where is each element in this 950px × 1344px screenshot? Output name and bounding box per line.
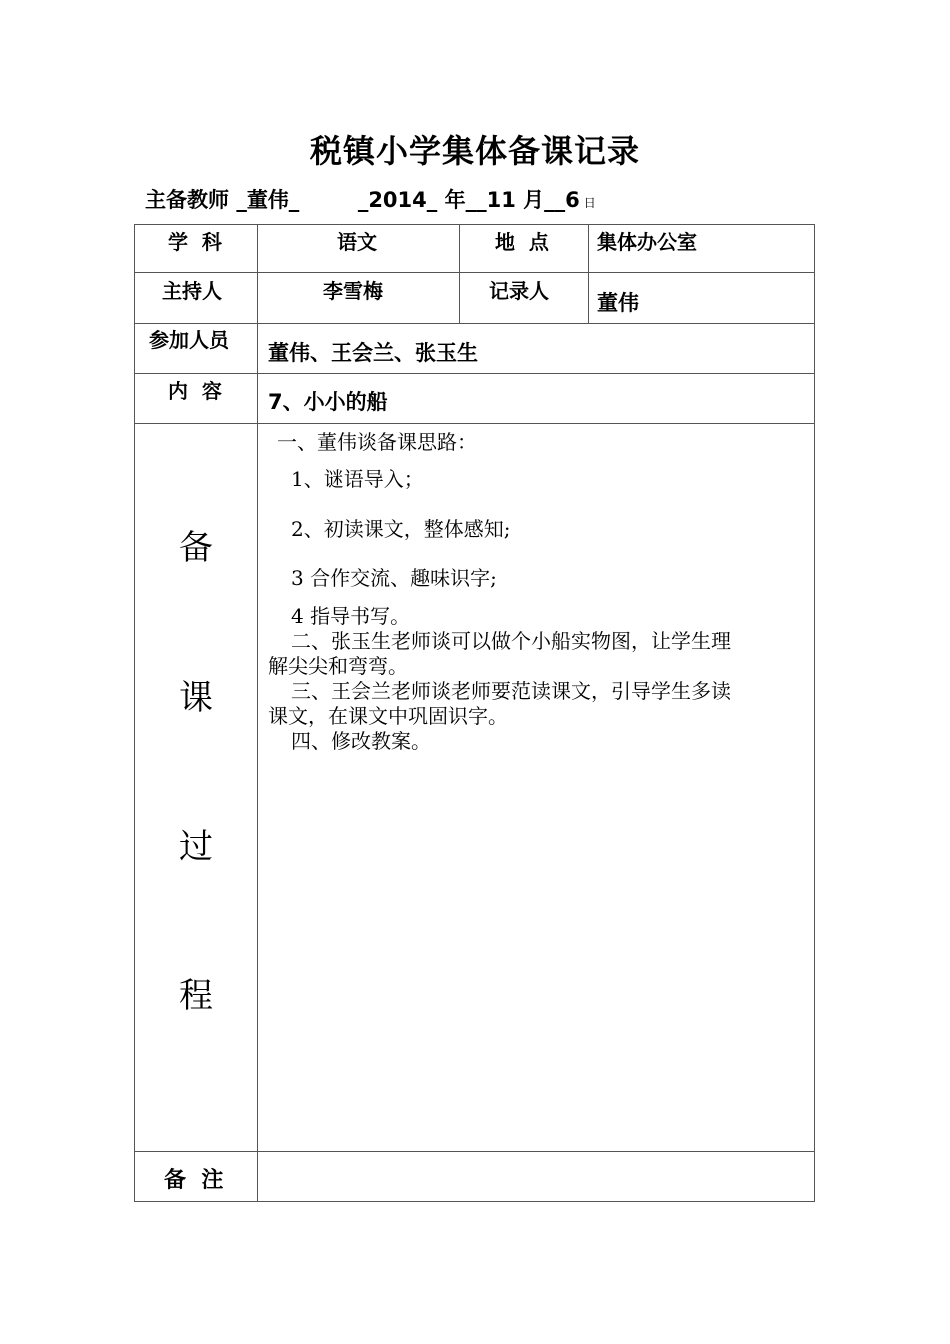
teacher-label: 主备教师 bbox=[145, 188, 229, 212]
record-table bbox=[134, 224, 815, 1202]
participants-label: 参加人员 bbox=[149, 328, 229, 352]
day-label: 日 bbox=[583, 196, 596, 210]
column-divider bbox=[257, 224, 258, 1202]
recorder-label: 记录人 bbox=[489, 279, 549, 303]
column-divider bbox=[459, 224, 460, 324]
process-line: 2、初读课文，整体感知; bbox=[291, 517, 511, 541]
column-divider bbox=[588, 224, 589, 324]
row-divider bbox=[134, 373, 815, 374]
page-title: 税镇小学集体备课记录 bbox=[309, 132, 640, 170]
process-line: 三、王会兰老师谈老师要范读课文，引导学生多读 bbox=[291, 679, 731, 703]
process-label-char: 备 bbox=[179, 528, 213, 568]
recorder-value: 董伟 bbox=[597, 291, 639, 315]
row-divider bbox=[134, 323, 815, 324]
process-line: 4 指导书写。 bbox=[291, 604, 411, 628]
host-value: 李雪梅 bbox=[323, 279, 383, 303]
month-value: __11 bbox=[465, 188, 516, 212]
process-line: 课文，在课文中巩固识字。 bbox=[268, 704, 508, 728]
host-label: 主持人 bbox=[162, 279, 222, 303]
row-divider bbox=[134, 272, 815, 273]
subject-value: 语文 bbox=[337, 230, 377, 254]
table-border-top bbox=[134, 224, 815, 225]
year-label: 年 bbox=[444, 188, 466, 212]
participants-value: 董伟、王会兰、张玉生 bbox=[268, 341, 478, 365]
year-value: _2014_ bbox=[357, 188, 438, 212]
process-line: 一、董伟谈备课思路： bbox=[277, 430, 477, 454]
teacher-value: _董伟_ bbox=[236, 188, 300, 212]
day-value: __6 bbox=[544, 188, 580, 212]
location-label: 地 点 bbox=[495, 230, 549, 254]
remarks-label: 备 注 bbox=[164, 1168, 224, 1193]
process-line: 1、谜语导入； bbox=[291, 467, 424, 491]
process-line: 二、张玉生老师谈可以做个小船实物图，让学生理 bbox=[291, 629, 731, 653]
subject-label: 学 科 bbox=[168, 230, 222, 254]
table-border-right bbox=[814, 224, 815, 1202]
process-line: 四、修改教案。 bbox=[291, 729, 431, 753]
process-line: 解尖尖和弯弯。 bbox=[268, 654, 408, 678]
process-line: 3 合作交流、趣味识字; bbox=[291, 566, 497, 590]
content-label: 内 容 bbox=[168, 379, 222, 403]
process-label-char: 课 bbox=[179, 678, 213, 718]
table-border-left bbox=[134, 224, 135, 1202]
process-label-char: 过 bbox=[179, 827, 213, 867]
process-label-char: 程 bbox=[179, 976, 213, 1016]
header-line bbox=[145, 184, 596, 214]
row-divider bbox=[134, 423, 815, 424]
row-divider bbox=[134, 1151, 815, 1152]
location-value: 集体办公室 bbox=[597, 230, 697, 254]
content-value: 7、小小的船 bbox=[268, 390, 388, 414]
table-border-bottom bbox=[134, 1201, 815, 1202]
month-label: 月 bbox=[523, 188, 545, 212]
